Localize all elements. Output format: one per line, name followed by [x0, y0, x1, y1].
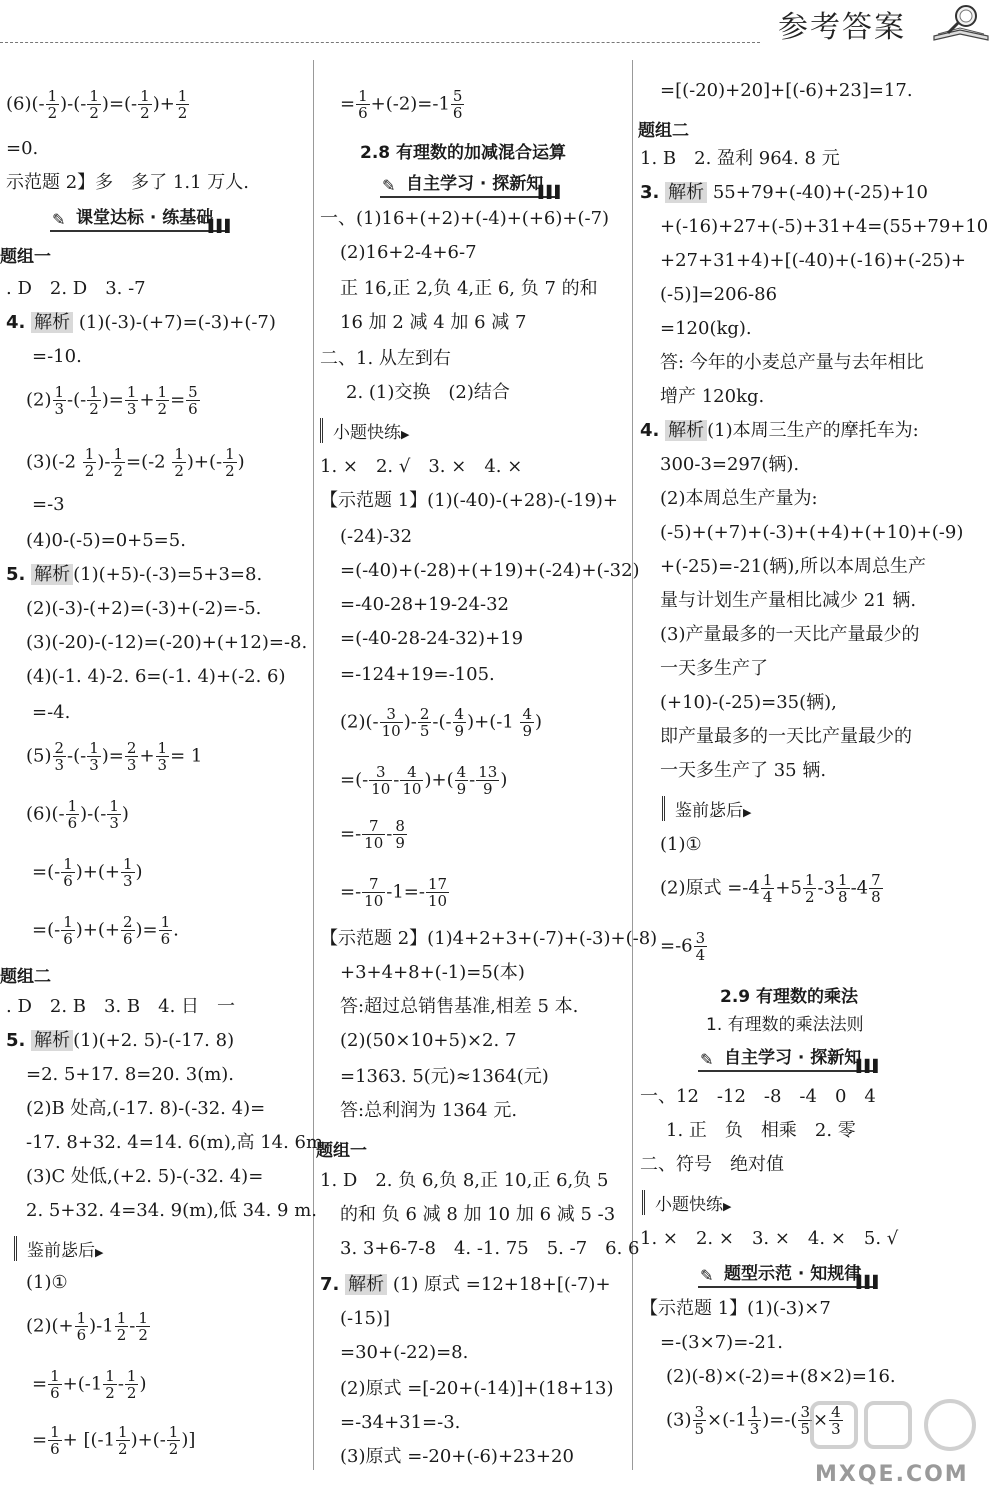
answer-line: 即产量最多的一天比产量最少的 [660, 726, 912, 747]
answer-line: 2. (1)交换 (2)结合 [346, 382, 510, 403]
answer-line: 5. 解析 (1)(+2. 5)-(-17. 8) [6, 1030, 235, 1051]
answer-line: 5. 解析 (1)(+5)-(-3)=5+3=8. [6, 564, 263, 585]
header-dashed-rule [0, 42, 760, 43]
answer-line: 答:超过总销售基准,相差 5 本. [340, 996, 579, 1017]
bars-icon: ▌▌▌ [208, 219, 234, 233]
answer-line: (3) $\frac{3}{5}$ ×(-1 $\frac{1}{3}$ )=-( $\frac{3}{5}$ × $\frac{4}{3}$ [666, 1403, 841, 1438]
answer-line: 一天多生产了 35 辆. [660, 760, 827, 781]
answer-line: 3. 3+6-7-8 4. -1. 75 5. -7 6. 6 [340, 1238, 640, 1259]
header-title: 参考答案 [778, 10, 906, 45]
analysis-label: 解析 [665, 420, 707, 441]
example-answer: 【示范题 1】(1)(-3)×7 [640, 1298, 831, 1319]
answer-line: 16 加 2 减 4 加 6 减 7 [340, 312, 527, 333]
answer-line: =30+(-22)=8. [340, 1342, 469, 1363]
answer-line: 1. B 2. 盈利 964. 8 元 [640, 148, 840, 169]
answer-line: =[(-20)+20]+[(-6)+23]=17. [660, 80, 913, 101]
fraction: $\frac{7}{10}$ [364, 817, 384, 852]
fraction: $\frac{4}{10}$ [402, 763, 422, 798]
fraction: $\frac{1}{6}$ [160, 913, 171, 948]
section-subtitle: 1. 有理数的乘法法则 [706, 1015, 864, 1035]
answer-line: (-15)] [340, 1308, 391, 1329]
fraction: $\frac{1}{4}$ [762, 871, 773, 906]
answer-line: =- $\frac{7}{10}$ -1=- $\frac{17}{10}$ [340, 875, 448, 910]
answer-line: (3)C 处低,(+2. 5)-(-32. 4)= [26, 1166, 264, 1187]
fraction: $\frac{1}{3}$ [89, 739, 99, 774]
pen-icon: ✎ [52, 210, 66, 229]
answer-line: =(- $\frac{3}{10}$ - $\frac{4}{10}$ )+( $\frac{4}{9}$ - $\frac{13}{9}$ ) [340, 763, 508, 798]
fraction: $\frac{1}{2}$ [89, 87, 99, 122]
pen-icon: ✎ [700, 1050, 714, 1069]
fraction: $\frac{1}{2}$ [804, 871, 815, 906]
answer-line: +(-25)=-21(辆),所以本周总生产 [660, 556, 926, 577]
section-banner: ✎ 自主学习 · 探新知 ▌▌▌ [698, 1046, 875, 1072]
fraction: $\frac{5}{6}$ [188, 383, 198, 418]
answer-line: 1. D 2. 负 6,负 8,正 10,正 6,负 5 [320, 1170, 609, 1191]
example-answer: 【示范题 2】(1)4+2+3+(-7)+(-3)+(-8) [320, 928, 658, 949]
fraction: $\frac{17}{10}$ [427, 875, 448, 910]
answer-line: =(- $\frac{1}{6}$ )+(+ $\frac{1}{3}$ ) [32, 855, 143, 890]
fraction: $\frac{4}{9}$ [456, 763, 467, 798]
fraction: $\frac{1}{2}$ [105, 1367, 115, 1402]
fraction: $\frac{1}{2}$ [47, 87, 58, 122]
answer-line: 量与计划生产量相比减少 21 辆. [660, 590, 917, 611]
fraction: $\frac{1}{2}$ [174, 445, 184, 480]
bars-icon: ▌▌▌ [538, 185, 564, 199]
answer-line: =0. [6, 138, 39, 159]
section-title: 2.8 有理数的加减混合运算 [360, 143, 567, 163]
answer-line: =(-40)+(-28)+(+19)+(-24)+(-32) [340, 560, 640, 581]
fraction: $\frac{1}{2}$ [126, 1367, 137, 1402]
answer-line: -17. 8+32. 4=14. 6(m),高 14. 6m. [26, 1132, 329, 1153]
answer-line: =- $\frac{7}{10}$ - $\frac{8}{9}$ [340, 817, 405, 852]
analysis-label: 解析 [665, 182, 707, 203]
bars-icon: ▌▌▌ [856, 1275, 882, 1289]
answer-line: 1. 正 负 相乘 2. 零 [666, 1120, 856, 1141]
fraction: $\frac{1}{6}$ [67, 797, 78, 832]
answer-line: (5) $\frac{2}{3}$ -(- $\frac{1}{3}$ )= $\frac{2}{3}$ + $\frac{1}{3}$ = 1 [26, 739, 203, 774]
fraction: $\frac{1}{6}$ [50, 1423, 60, 1458]
answer-line: (3)(-20)-(-12)=(-20)+(+12)=-8. [26, 632, 308, 653]
answer-line: 3. 解析 55+79+(-40)+(-25)+10 [640, 182, 928, 203]
answer-line: +27+31+4)+[(-40)+(-16)+(-25)+ [660, 250, 966, 271]
answer-line: . D 2. B 3. B 4. 日 一 [6, 996, 236, 1017]
fraction: $\frac{1}{2}$ [84, 445, 95, 480]
pen-icon: ✎ [700, 1266, 714, 1285]
answer-line: =-124+19=-105. [340, 664, 495, 685]
section-tag: 小题快练▶ [320, 418, 409, 443]
answer-line: (2)原式 =-4 $\frac{1}{4}$ +5 $\frac{1}{2}$ -3 $\frac{1}{8}$ -4 $\frac{7}{8}$ [660, 871, 881, 906]
pen-icon: ✎ [382, 176, 396, 195]
fraction: $\frac{3}{5}$ [800, 1403, 810, 1438]
answer-line: (2)(+ $\frac{1}{6}$ )-1 $\frac{1}{2}$ - $\frac{1}{2}$ [26, 1309, 148, 1344]
section-tag: 小题快练▶ [642, 1190, 731, 1215]
fraction: $\frac{1}{6}$ [63, 855, 73, 890]
answer-line: 二、1. 从左到右 [320, 348, 451, 369]
example-answer: 示范题 2】多 多了 1.1 万人. [6, 172, 249, 193]
answer-line: (2)本周总生产量为: [660, 488, 818, 509]
fraction: $\frac{7}{8}$ [871, 871, 881, 906]
analysis-label: 解析 [31, 564, 73, 585]
fraction: $\frac{1}{6}$ [76, 1309, 87, 1344]
fraction: $\frac{1}{2}$ [116, 1309, 127, 1344]
column-divider-left [313, 60, 314, 1470]
answer-line: 300-3=297(辆). [660, 454, 800, 475]
group-heading: 题组二 [0, 967, 51, 987]
analysis-label: 解析 [345, 1274, 387, 1295]
example-answer: 【示范题 1】(1)(-40)-(+28)-(-19)+ [320, 490, 619, 511]
analysis-label: 解析 [31, 1030, 73, 1051]
answer-line: (-5)+(+7)+(-3)+(+4)+(+10)+(-9) [660, 522, 964, 543]
fraction: $\frac{3}{5}$ [694, 1403, 705, 1438]
fraction: $\frac{1}{2}$ [168, 1423, 179, 1458]
fraction: $\frac{1}{3}$ [157, 739, 168, 774]
answer-line: 答:总利润为 1364 元. [340, 1100, 518, 1121]
answer-line: (4)0-(-5)=0+5=5. [26, 530, 186, 551]
analysis-label: 解析 [31, 312, 73, 333]
answer-line: 正 16,正 2,负 4,正 6, 负 7 的和 [340, 278, 598, 299]
fraction: $\frac{1}{2}$ [140, 87, 150, 122]
fraction: $\frac{5}{6}$ [452, 87, 463, 122]
answer-line: 1. × 2. √ 3. × 4. × [320, 456, 523, 477]
fraction: $\frac{8}{9}$ [395, 817, 405, 852]
answer-line: 答: 今年的小麦总产量与去年相比 [660, 352, 924, 373]
fraction: $\frac{3}{10}$ [381, 705, 401, 740]
fraction: $\frac{1}{2}$ [89, 383, 99, 418]
answer-line: =-34+31=-3. [340, 1412, 461, 1433]
fraction: $\frac{3}{10}$ [371, 763, 391, 798]
watermark-text: MXQE.COM [815, 1462, 969, 1487]
fraction: $\frac{1}{2}$ [225, 445, 235, 480]
answer-line: =120(kg). [660, 318, 752, 339]
answer-line: 7. 解析 (1) 原式 =12+18+[(-7)+ [320, 1274, 611, 1295]
fraction: $\frac{4}{9}$ [454, 705, 465, 740]
answer-line: = $\frac{1}{6}$ +(-2)=-1 $\frac{5}{6}$ [340, 87, 463, 122]
answer-line: (-5)]=206-86 [660, 284, 778, 305]
answer-line: +3+4+8+(-1)=5(本) [340, 962, 525, 983]
fraction: $\frac{3}{4}$ [695, 929, 706, 964]
answer-line: 的和 负 6 减 8 加 10 加 6 减 5 -3 [340, 1204, 616, 1225]
answer-line: (2)(-8)×(-2)=+(8×2)=16. [666, 1366, 896, 1387]
fraction: $\frac{1}{6}$ [50, 1367, 60, 1402]
answer-line: =1363. 5(元)≈1364(元) [340, 1066, 549, 1087]
answer-line: (2)(-3)-(+2)=(-3)+(-2)=-5. [26, 598, 262, 619]
fraction: $\frac{1}{2}$ [177, 87, 188, 122]
section-banner: ✎ 课堂达标 · 练基础 ▌▌▌ [50, 206, 227, 232]
answer-line: (6)(- $\frac{1}{2}$ )-(- $\frac{1}{2}$ )=(- $\frac{1}{2}$ )+ $\frac{1}{2}$ [6, 87, 188, 122]
fraction: $\frac{1}{3}$ [54, 383, 65, 418]
group-heading: 题组一 [316, 1141, 367, 1161]
fraction: $\frac{1}{3}$ [122, 855, 133, 890]
fraction: $\frac{1}{6}$ [63, 913, 73, 948]
answer-line: = $\frac{1}{6}$ + [(-1 $\frac{1}{2}$ )+(- $\frac{1}{2}$ )] [32, 1423, 196, 1458]
fraction: $\frac{1}{3}$ [109, 797, 119, 832]
section-title: 2.9 有理数的乘法 [720, 987, 859, 1007]
fraction: $\frac{2}{3}$ [126, 739, 137, 774]
answer-line: (3)原式 =-20+(-6)+23+20 [340, 1446, 574, 1467]
answer-line: 一、12 -12 -8 -4 0 4 [640, 1086, 876, 1107]
fraction: $\frac{13}{9}$ [478, 763, 498, 798]
answer-line: =(- $\frac{1}{6}$ )+(+ $\frac{2}{6}$ )= $\frac{1}{6}$ . [32, 913, 179, 948]
answer-line: 二、符号 绝对值 [640, 1154, 784, 1175]
bars-icon: ▌▌▌ [856, 1059, 882, 1073]
answer-line: 一、(1)16+(+2)+(-4)+(+6)+(-7) [320, 208, 610, 229]
answer-line: (2)16+2-4+6-7 [340, 242, 477, 263]
fraction: $\frac{1}{3}$ [749, 1403, 760, 1438]
arrow-right-icon: ▶ [743, 806, 752, 819]
fraction: $\frac{1}{2}$ [113, 445, 123, 480]
answer-line: = $\frac{1}{6}$ +(-1 $\frac{1}{2}$ - $\frac{1}{2}$ ) [32, 1367, 147, 1402]
answer-line: . D 2. D 3. -7 [6, 278, 146, 299]
fraction: $\frac{1}{2}$ [157, 383, 168, 418]
section-banner: ✎ 题型示范 · 知规律 ▌▌▌ [698, 1262, 875, 1288]
answer-line: =-3 [32, 494, 65, 515]
fraction: $\frac{2}{3}$ [54, 739, 65, 774]
section-banner: ✎ 自主学习 · 探新知 ▌▌▌ [380, 172, 557, 198]
fraction: $\frac{2}{5}$ [419, 705, 430, 740]
answer-line: (2)原式 =[-20+(-14)]+(18+13) [340, 1378, 614, 1399]
answer-line: =(-40-28-24-32)+19 [340, 628, 524, 649]
answer-line: 增产 120kg. [660, 386, 765, 407]
arrow-right-icon: ▶ [401, 428, 410, 441]
answer-line: (6)(- $\frac{1}{6}$ )-(- $\frac{1}{3}$ ) [26, 797, 129, 832]
fraction: $\frac{2}{6}$ [122, 913, 133, 948]
fraction: $\frac{1}{2}$ [138, 1309, 148, 1344]
answer-line: (-24)-32 [340, 526, 413, 547]
group-heading: 题组一 [0, 247, 51, 267]
arrow-right-icon: ▶ [95, 1246, 104, 1259]
fraction: $\frac{4}{3}$ [831, 1403, 841, 1438]
answer-line: (2) $\frac{1}{3}$ -(- $\frac{1}{2}$ )= $\frac{1}{3}$ + $\frac{1}{2}$ = $\frac{5}{6}$ [26, 383, 198, 418]
group-heading: 题组二 [638, 121, 689, 141]
left-column [0, 72, 329, 1489]
book-magnifier-icon [930, 2, 992, 44]
answer-line: 一天多生产了 [660, 658, 768, 679]
fraction: $\frac{1}{8}$ [838, 871, 848, 906]
right-column [640, 72, 995, 1489]
fraction: $\frac{4}{9}$ [522, 705, 533, 740]
section-tag: 鉴前毖后▶ [14, 1236, 103, 1261]
answer-line: (1)① [26, 1272, 68, 1293]
answer-line: =-4. [32, 702, 71, 723]
answer-line: =-(3×7)=-21. [660, 1332, 783, 1353]
answer-line: (2)B 处高,(-17. 8)-(-32. 4)= [26, 1098, 266, 1119]
page-header [0, 0, 1000, 48]
answer-line: 1. × 2. × 3. × 4. × 5. √ [640, 1228, 899, 1249]
answer-line: (4)(-1. 4)-2. 6=(-1. 4)+(-2. 6) [26, 666, 286, 687]
fraction: $\frac{1}{3}$ [126, 383, 137, 418]
fraction: $\frac{1}{2}$ [118, 1423, 128, 1458]
answer-line: =-6 $\frac{3}{4}$ [660, 929, 706, 964]
answer-line: (2)(- $\frac{3}{10}$ )- $\frac{2}{5}$ -(- $\frac{4}{9}$ )+(-1 $\frac{4}{9}$ ) [340, 705, 543, 740]
answer-line: 2. 5+32. 4=34. 9(m),低 34. 9 m. [26, 1200, 317, 1221]
answer-line: 4. 解析 (1)(-3)-(+7)=(-3)+(-7) [6, 312, 276, 333]
answer-line: =-40-28+19-24-32 [340, 594, 510, 615]
answer-line: (3)(-2 $\frac{1}{2}$ )- $\frac{1}{2}$ =(-2 $\frac{1}{2}$ )+(- $\frac{1}{2}$ ) [26, 445, 245, 480]
answer-line: (2)(50×10+5)×2. 7 [340, 1030, 517, 1051]
answer-line: =2. 5+17. 8=20. 3(m). [26, 1064, 235, 1085]
answer-line: (1)① [660, 834, 702, 855]
answer-line: =-10. [32, 346, 82, 367]
answer-line: 4. 解析 (1)本周三生产的摩托车为: [640, 420, 919, 441]
arrow-right-icon: ▶ [723, 1200, 732, 1213]
answer-line: (+10)-(-25)=35(辆), [660, 692, 837, 713]
middle-column [316, 72, 658, 1489]
answer-line: +(-16)+27+(-5)+31+4=(55+79+10 [660, 216, 989, 237]
fraction: $\frac{1}{6}$ [358, 87, 368, 122]
fraction: $\frac{7}{10}$ [364, 875, 384, 910]
answer-line: (3)产量最多的一天比产量最少的 [660, 624, 920, 645]
section-tag: 鉴前毖后▶ [662, 796, 751, 821]
